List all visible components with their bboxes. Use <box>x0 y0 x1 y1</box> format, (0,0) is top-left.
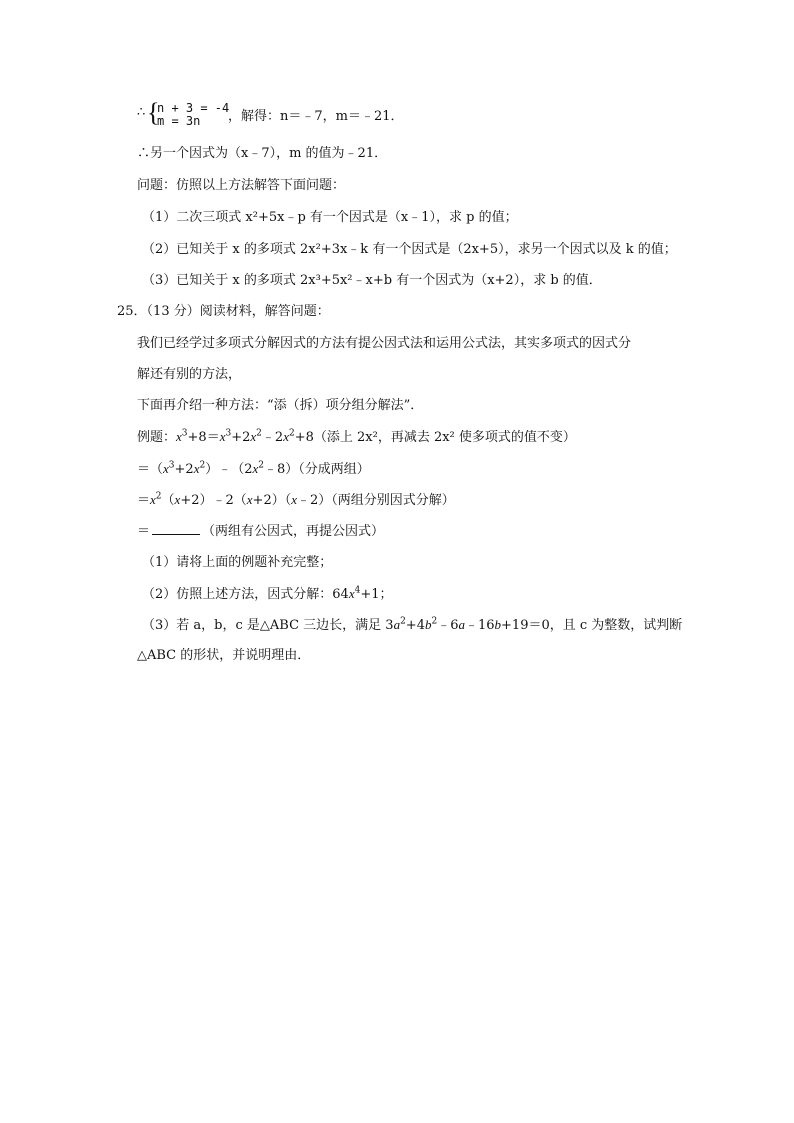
question-1: （1）二次三项式 x²+5x﹣p 有一个因式是（x﹣1），求 p 的值； <box>142 210 518 225</box>
problem-intro: 问题：仿照以上方法解答下面问题： <box>137 178 346 193</box>
material-paragraph-1: 我们已经学过多项式分解因式的方法有提公因式法和运用公式法，其实多项式的因式分 <box>137 336 632 351</box>
system-brace: { <box>147 98 160 127</box>
system-row-1: n + 3 = -4 <box>157 101 230 115</box>
example-line-1: 例题：$x^3+8=x^3+2x^2﹣2x^2+8$（添上 2x²，再减去 2x² 使多项式的值不变） <box>137 428 576 445</box>
answer-blank[interactable] <box>152 522 200 535</box>
example-line-4: ＝ （两组有公因式，再提公因式） <box>137 524 385 539</box>
sub-question-2: （2）仿照上述方法，因式分解：$64x^4+1$； <box>142 585 393 602</box>
therefore-symbol: ∴ <box>137 105 146 120</box>
material-paragraph-2: 解还有别的方法， <box>137 367 242 382</box>
sub-question-3: （3）若 a，b，c 是△ABC 三边长，满足 $3a^2+4b^2﹣6a﹣16b+19=0$，且 c 为整数，试判断 <box>142 616 683 633</box>
question-25-header: 25．（13 分）阅读材料，解答问题： <box>117 304 330 319</box>
material-paragraph-3: 下面再介绍一种方法：“添（拆）项分组分解法”． <box>137 398 424 413</box>
sub-question-1: （1）请将上面的例题补充完整； <box>142 555 333 570</box>
system-row-2: m = 3n <box>157 114 201 128</box>
question-2: （2）已知关于 x 的多项式 2x²+3x﹣k 有一个因式是（2x+5），求另一个因式以及 k 的值； <box>142 242 677 257</box>
example-line-2: $=(x^3+2x^2)﹣(2x^2﹣8)$（分成两组） <box>137 460 370 477</box>
other-factor-line: ∴另一个因式为（x﹣7），m 的值为﹣21． <box>137 146 388 161</box>
question-3: （3）已知关于 x 的多项式 2x³+5x²﹣x+b 有一个因式为（x+2），求 b 的值． <box>142 273 602 288</box>
solve-label: ，解得：n＝﹣7，m＝﹣21． <box>228 109 404 124</box>
example-line-3: $=x^2(x+2)﹣2(x+2)(x﹣2)$（两组分别因式分解） <box>137 491 455 508</box>
sub-question-3-cont: △ABC 的形状，并说明理由． <box>137 648 311 663</box>
